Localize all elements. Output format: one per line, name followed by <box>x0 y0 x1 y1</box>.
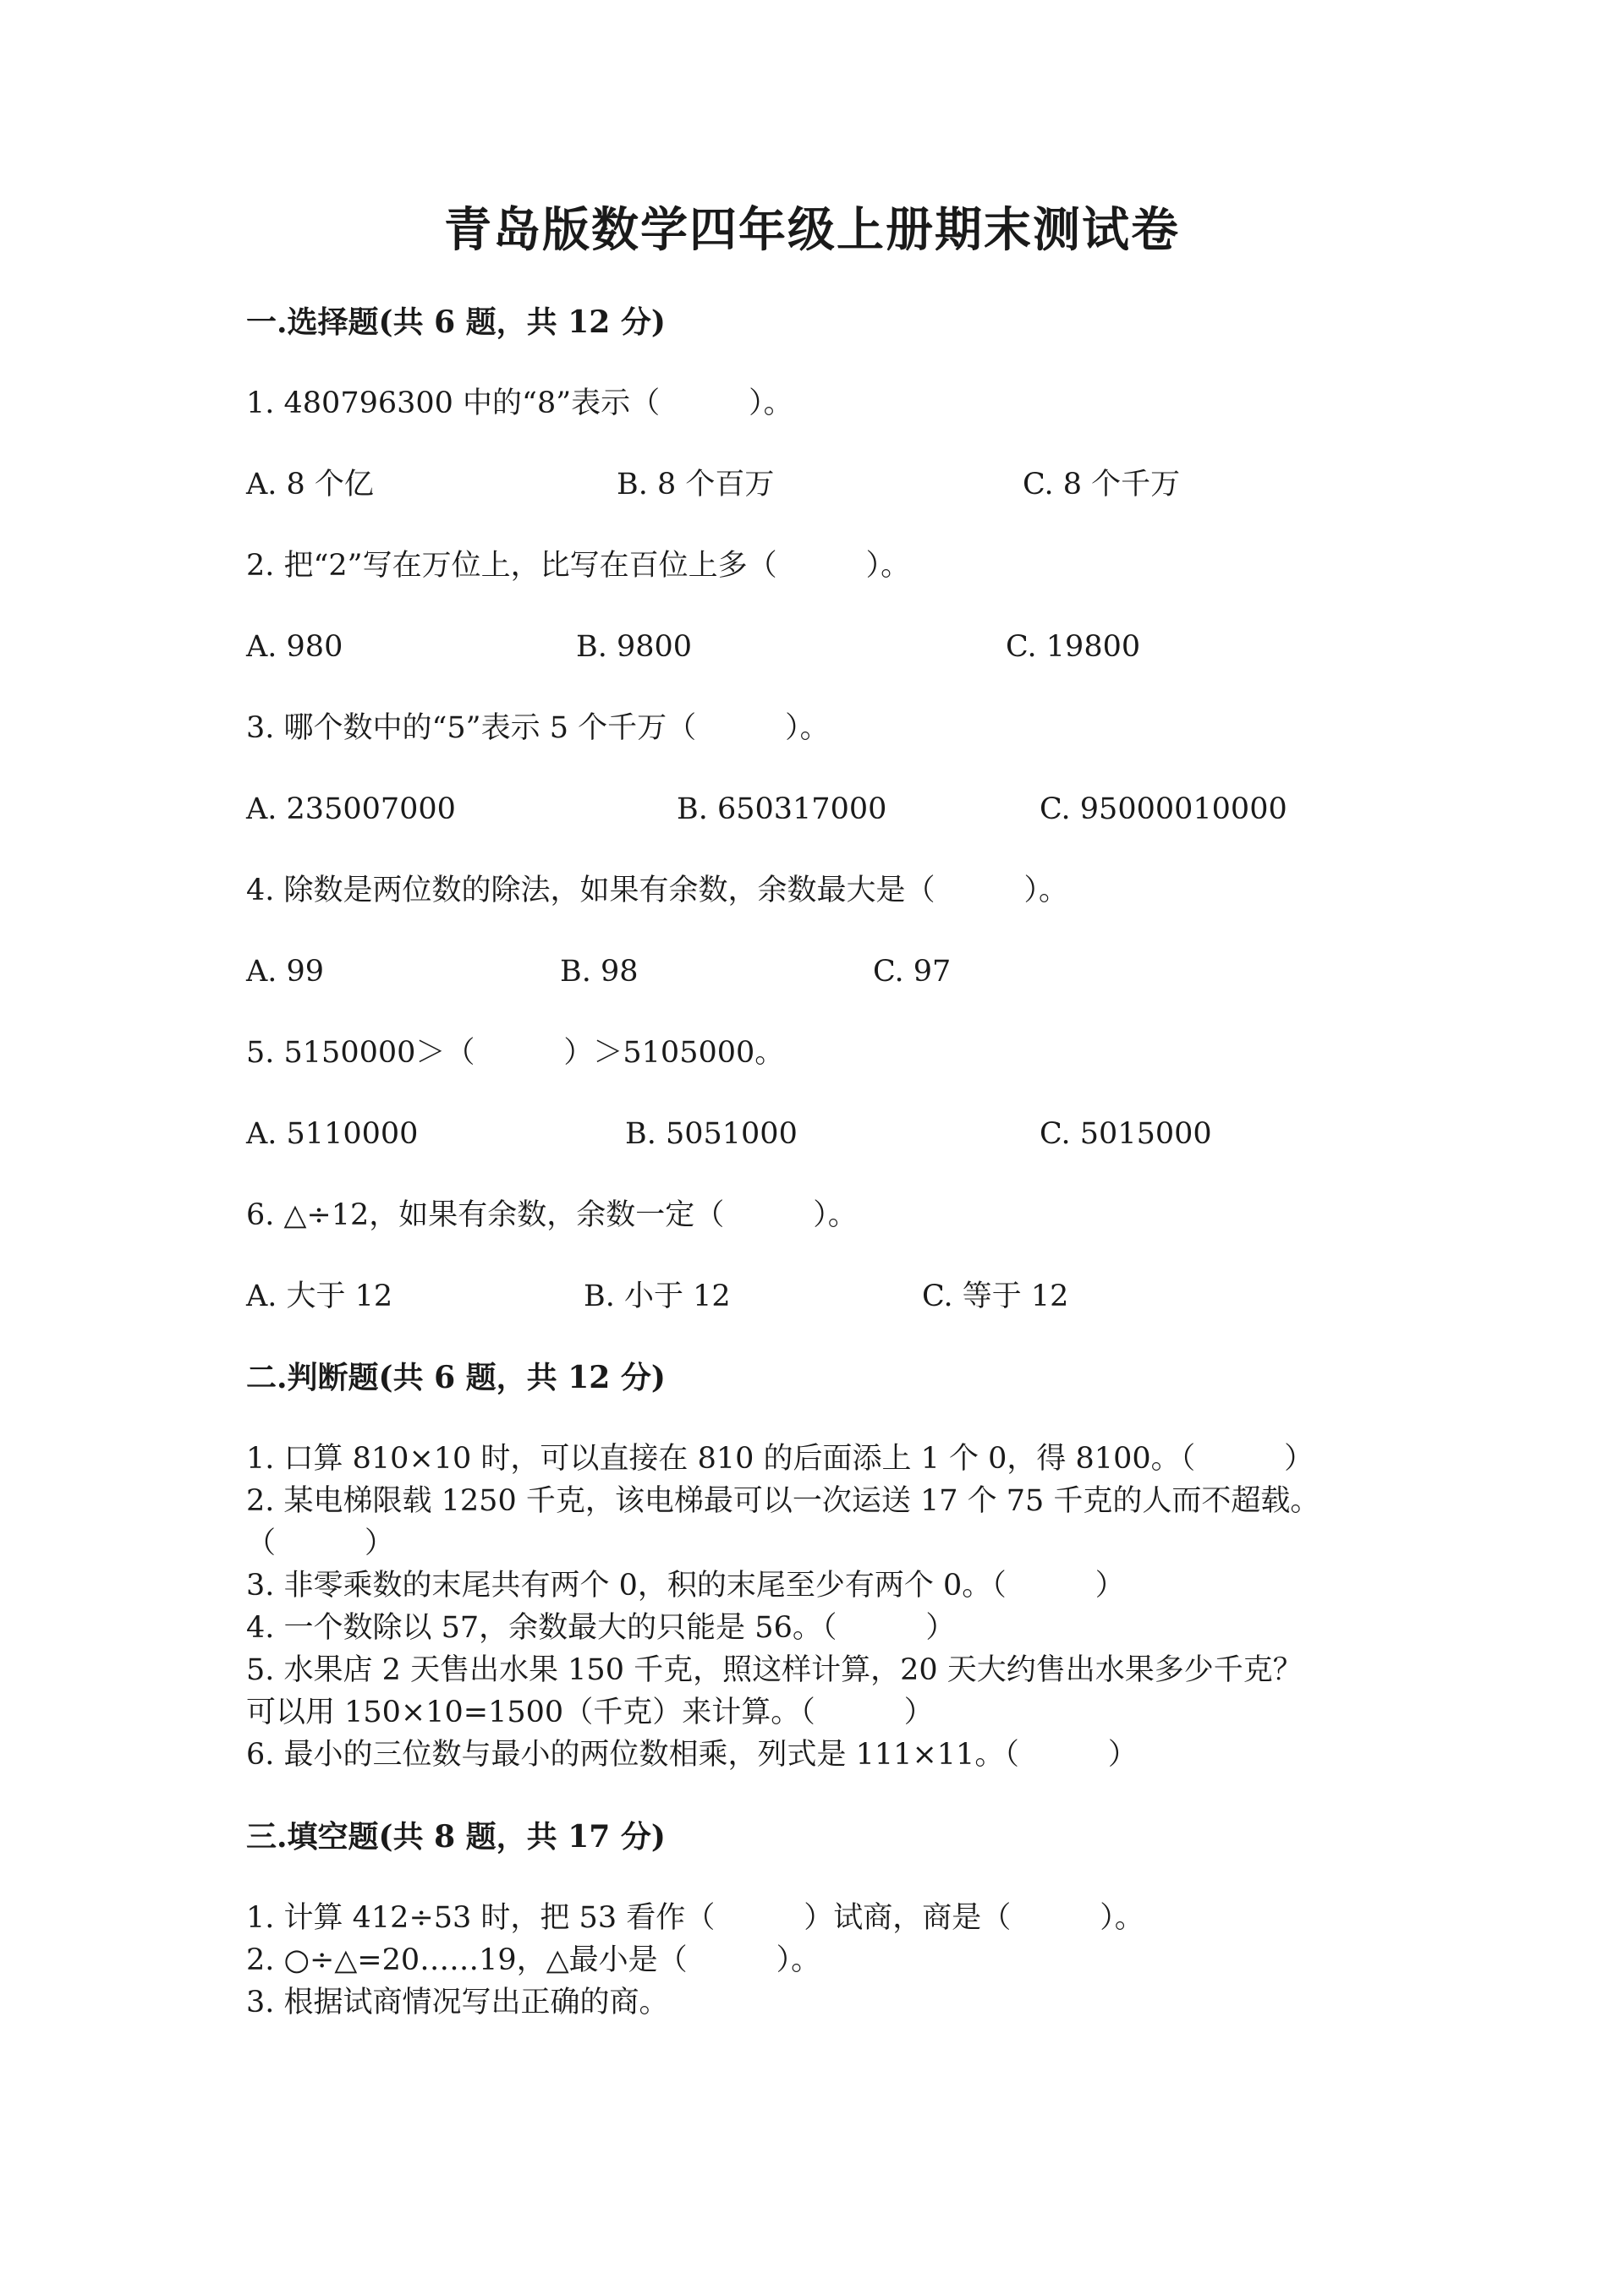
choice-question-2: 2. 把“2”写在万位上，比写在百位上多（ ）。 <box>246 549 911 583</box>
section-heading-choice: 一.选择题(共 6 题，共 12 分) <box>246 304 666 340</box>
section-heading-fill: 三.填空题(共 8 题，共 17 分) <box>246 1819 666 1855</box>
choice-4-option-b: B. 98 <box>560 955 639 989</box>
choice-question-3: 3. 哪个数中的“5”表示 5 个千万（ ）。 <box>246 711 830 745</box>
choice-3-option-c: C. 95000010000 <box>1040 792 1287 826</box>
choice-4-option-c: C. 97 <box>873 955 952 989</box>
choice-4-option-a: A. 99 <box>246 955 325 989</box>
exam-title: 青岛版数学四年级上册期末测试卷 <box>444 202 1180 258</box>
choice-question-6: 6. △÷12，如果有余数，余数一定（ ）。 <box>246 1198 858 1232</box>
choice-1-option-b: B. 8 个百万 <box>617 468 775 501</box>
judge-question-4: 4. 一个数除以 57，余数最大的只能是 56。（ ） <box>246 1611 956 1645</box>
choice-6-option-b: B. 小于 12 <box>584 1280 731 1313</box>
judge-question-3: 3. 非零乘数的末尾共有两个 0，积的末尾至少有两个 0。（ ） <box>246 1569 1125 1603</box>
fill-question-2: 2. ○÷△=20……19，△最小是（ ）。 <box>246 1943 821 1977</box>
choice-6-option-c: C. 等于 12 <box>922 1280 1069 1313</box>
judge-question-1: 1. 口算 810×10 时，可以直接在 810 的后面添上 1 个 0，得 8100。（ ） <box>246 1442 1314 1476</box>
judge-question-5-continued: 可以用 150×10=1500（千克）来计算。（ ） <box>246 1696 934 1729</box>
choice-2-option-c: C. 19800 <box>1006 630 1141 664</box>
judge-question-6: 6. 最小的三位数与最小的两位数相乘，列式是 111×11。（ ） <box>246 1738 1138 1772</box>
choice-5-option-c: C. 5015000 <box>1040 1117 1212 1151</box>
choice-3-option-a: A. 235007000 <box>246 792 456 826</box>
choice-question-5: 5. 5150000＞（ ）＞5105000。 <box>246 1036 785 1070</box>
section-heading-judge: 二.判断题(共 6 题，共 12 分) <box>246 1360 666 1395</box>
choice-1-option-c: C. 8 个千万 <box>1023 468 1181 501</box>
choice-6-option-a: A. 大于 12 <box>246 1280 393 1313</box>
choice-3-option-b: B. 650317000 <box>677 792 887 826</box>
choice-question-1: 1. 480796300 中的“8”表示（ ）。 <box>246 386 793 420</box>
judge-question-5: 5. 水果店 2 天售出水果 150 千克，照这样计算，20 天大约售出水果多少千克？ <box>246 1653 1303 1687</box>
judge-question-2: 2. 某电梯限载 1250 千克，该电梯最可以一次运送 17 个 75 千克的人而不超载。 <box>246 1484 1320 1518</box>
fill-question-3: 3. 根据试商情况写出正确的商。 <box>246 1986 669 2019</box>
choice-5-option-b: B. 5051000 <box>625 1117 798 1151</box>
choice-2-option-a: A. 980 <box>246 630 343 664</box>
fill-question-1: 1. 计算 412÷53 时，把 53 看作（ ）试商，商是（ ）。 <box>246 1901 1144 1935</box>
choice-question-4: 4. 除数是两位数的除法，如果有余数，余数最大是（ ）。 <box>246 874 1069 907</box>
judge-question-2-bracket: （ ） <box>246 1526 395 1560</box>
choice-5-option-a: A. 5110000 <box>246 1117 419 1151</box>
choice-1-option-a: A. 8 个亿 <box>246 468 374 501</box>
choice-2-option-b: B. 9800 <box>576 630 693 664</box>
